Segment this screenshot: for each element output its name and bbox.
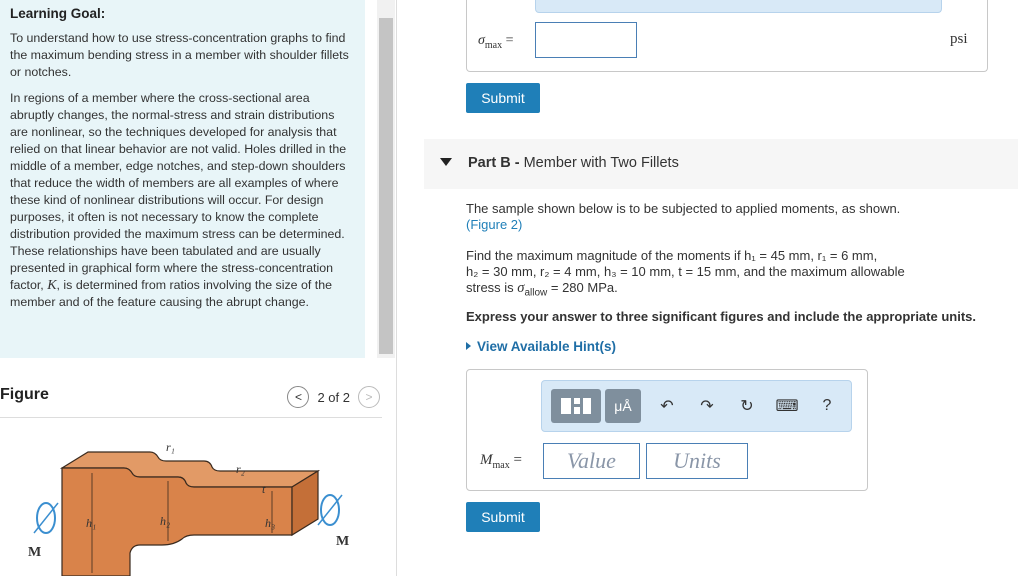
moment-left-label: M	[28, 545, 42, 560]
redo-icon: ↷	[700, 398, 714, 415]
part-b-instruction: Express your answer to three significant figures and include the appropriate units.	[466, 309, 976, 324]
part-b-title: Part B - Member with Two Fillets	[468, 155, 679, 171]
r1-label: r₁	[166, 440, 175, 454]
help-button[interactable]	[816, 396, 838, 416]
scroll-thumb[interactable]	[379, 18, 393, 354]
collapse-triangle-icon[interactable]	[440, 158, 452, 166]
r2-label: r₂	[236, 462, 245, 476]
figure-page-count: 2 of 2	[317, 389, 350, 405]
learning-goal-panel	[0, 0, 365, 358]
problem-line-1: Find the maximum magnitude of the moments if h₁ = 45 mm, r₁ = 6 mm,	[466, 248, 878, 263]
h3-label: h₃	[265, 516, 276, 530]
units-icon: μÅ	[614, 398, 632, 414]
prev-figure-button[interactable]	[287, 386, 309, 408]
chevron-left-icon: <	[294, 390, 302, 404]
part-a-unit: psi	[950, 31, 968, 47]
templates-icon	[558, 395, 594, 417]
units-button[interactable]	[605, 389, 641, 423]
help-icon: ?	[822, 397, 832, 414]
view-hints-link[interactable]: View Available Hint(s)	[466, 339, 1011, 355]
part-b-intro: The sample shown below is to be subjected to applied moments, as shown. (Figure 2)	[466, 201, 1011, 233]
redo-button[interactable]	[696, 396, 718, 416]
part-b-label: $M_{max}$ =	[480, 452, 522, 471]
learning-goal-heading: Learning Goal:	[10, 6, 106, 21]
member-figure	[0, 425, 390, 576]
reset-icon: ↻	[740, 398, 754, 415]
next-figure-button[interactable]	[358, 386, 380, 408]
undo-icon: ↶	[660, 398, 674, 415]
problem-line-2: h₂ = 30 mm, r₂ = 4 mm, h₃ = 10 mm, t = 15 mm, and the maximum allowable	[466, 264, 905, 279]
value-input[interactable]: Value	[543, 443, 640, 479]
keyboard-button[interactable]	[776, 396, 798, 416]
part-b-header[interactable]	[424, 139, 1018, 189]
part-a-input[interactable]	[535, 22, 637, 58]
learning-goal-para2: In regions of a member where the cross-sectional area abruptly changes, the normal-stress and strain distributions are nonlinear, so the techniques developed for analysis that relied on that linear behavior are not valid. Holes drilled in the middle of a member, edge notches, and step-down shoulders that reduce the width of members are all examples of where these kind of nonlinear distributions will occur. For design purposes, it often is not necessary to know the complete distribution provided the maximum stress can be determined. These relationships have been tabulated and are usually presented in graphical form where the stress-concentration factor, K, is determined from ratios involving the size of the member and of the feature causing the abrupt change.	[10, 91, 347, 309]
caret-right-icon	[466, 342, 471, 350]
h1-label: h₁	[86, 516, 97, 530]
figure-title: Figure	[0, 386, 49, 403]
part-a-label: $\sigma_{max}$ =	[478, 33, 514, 51]
h2-label: h₂	[160, 514, 171, 528]
part-a-submit-button[interactable]: Submit	[466, 83, 540, 113]
keyboard-icon: ⌨	[775, 398, 799, 415]
chevron-right-icon: >	[365, 390, 373, 404]
figure-2-link[interactable]: (Figure 2)	[466, 217, 523, 232]
templates-button[interactable]	[551, 389, 601, 423]
moment-right-label: M	[336, 534, 350, 549]
panel-divider	[396, 0, 397, 576]
part-a-toolbar	[535, 0, 942, 13]
left-scrollbar[interactable]	[377, 0, 395, 358]
reset-button[interactable]	[736, 396, 758, 416]
part-b-submit-button[interactable]: Submit	[466, 502, 540, 532]
problem-line-3: stress is $\sigma_{allow} = 280$ MPa.	[466, 280, 618, 299]
figure-header	[0, 384, 382, 418]
undo-button[interactable]	[656, 396, 678, 416]
learning-goal-para1: To understand how to use stress-concentration graphs to find the maximum bending stress in a member with shoulder fillets or notches.	[10, 31, 349, 79]
figure-pager	[287, 386, 380, 408]
units-input[interactable]: Units	[646, 443, 748, 479]
part-b-problem	[466, 248, 1011, 302]
t-label: t	[262, 482, 266, 496]
